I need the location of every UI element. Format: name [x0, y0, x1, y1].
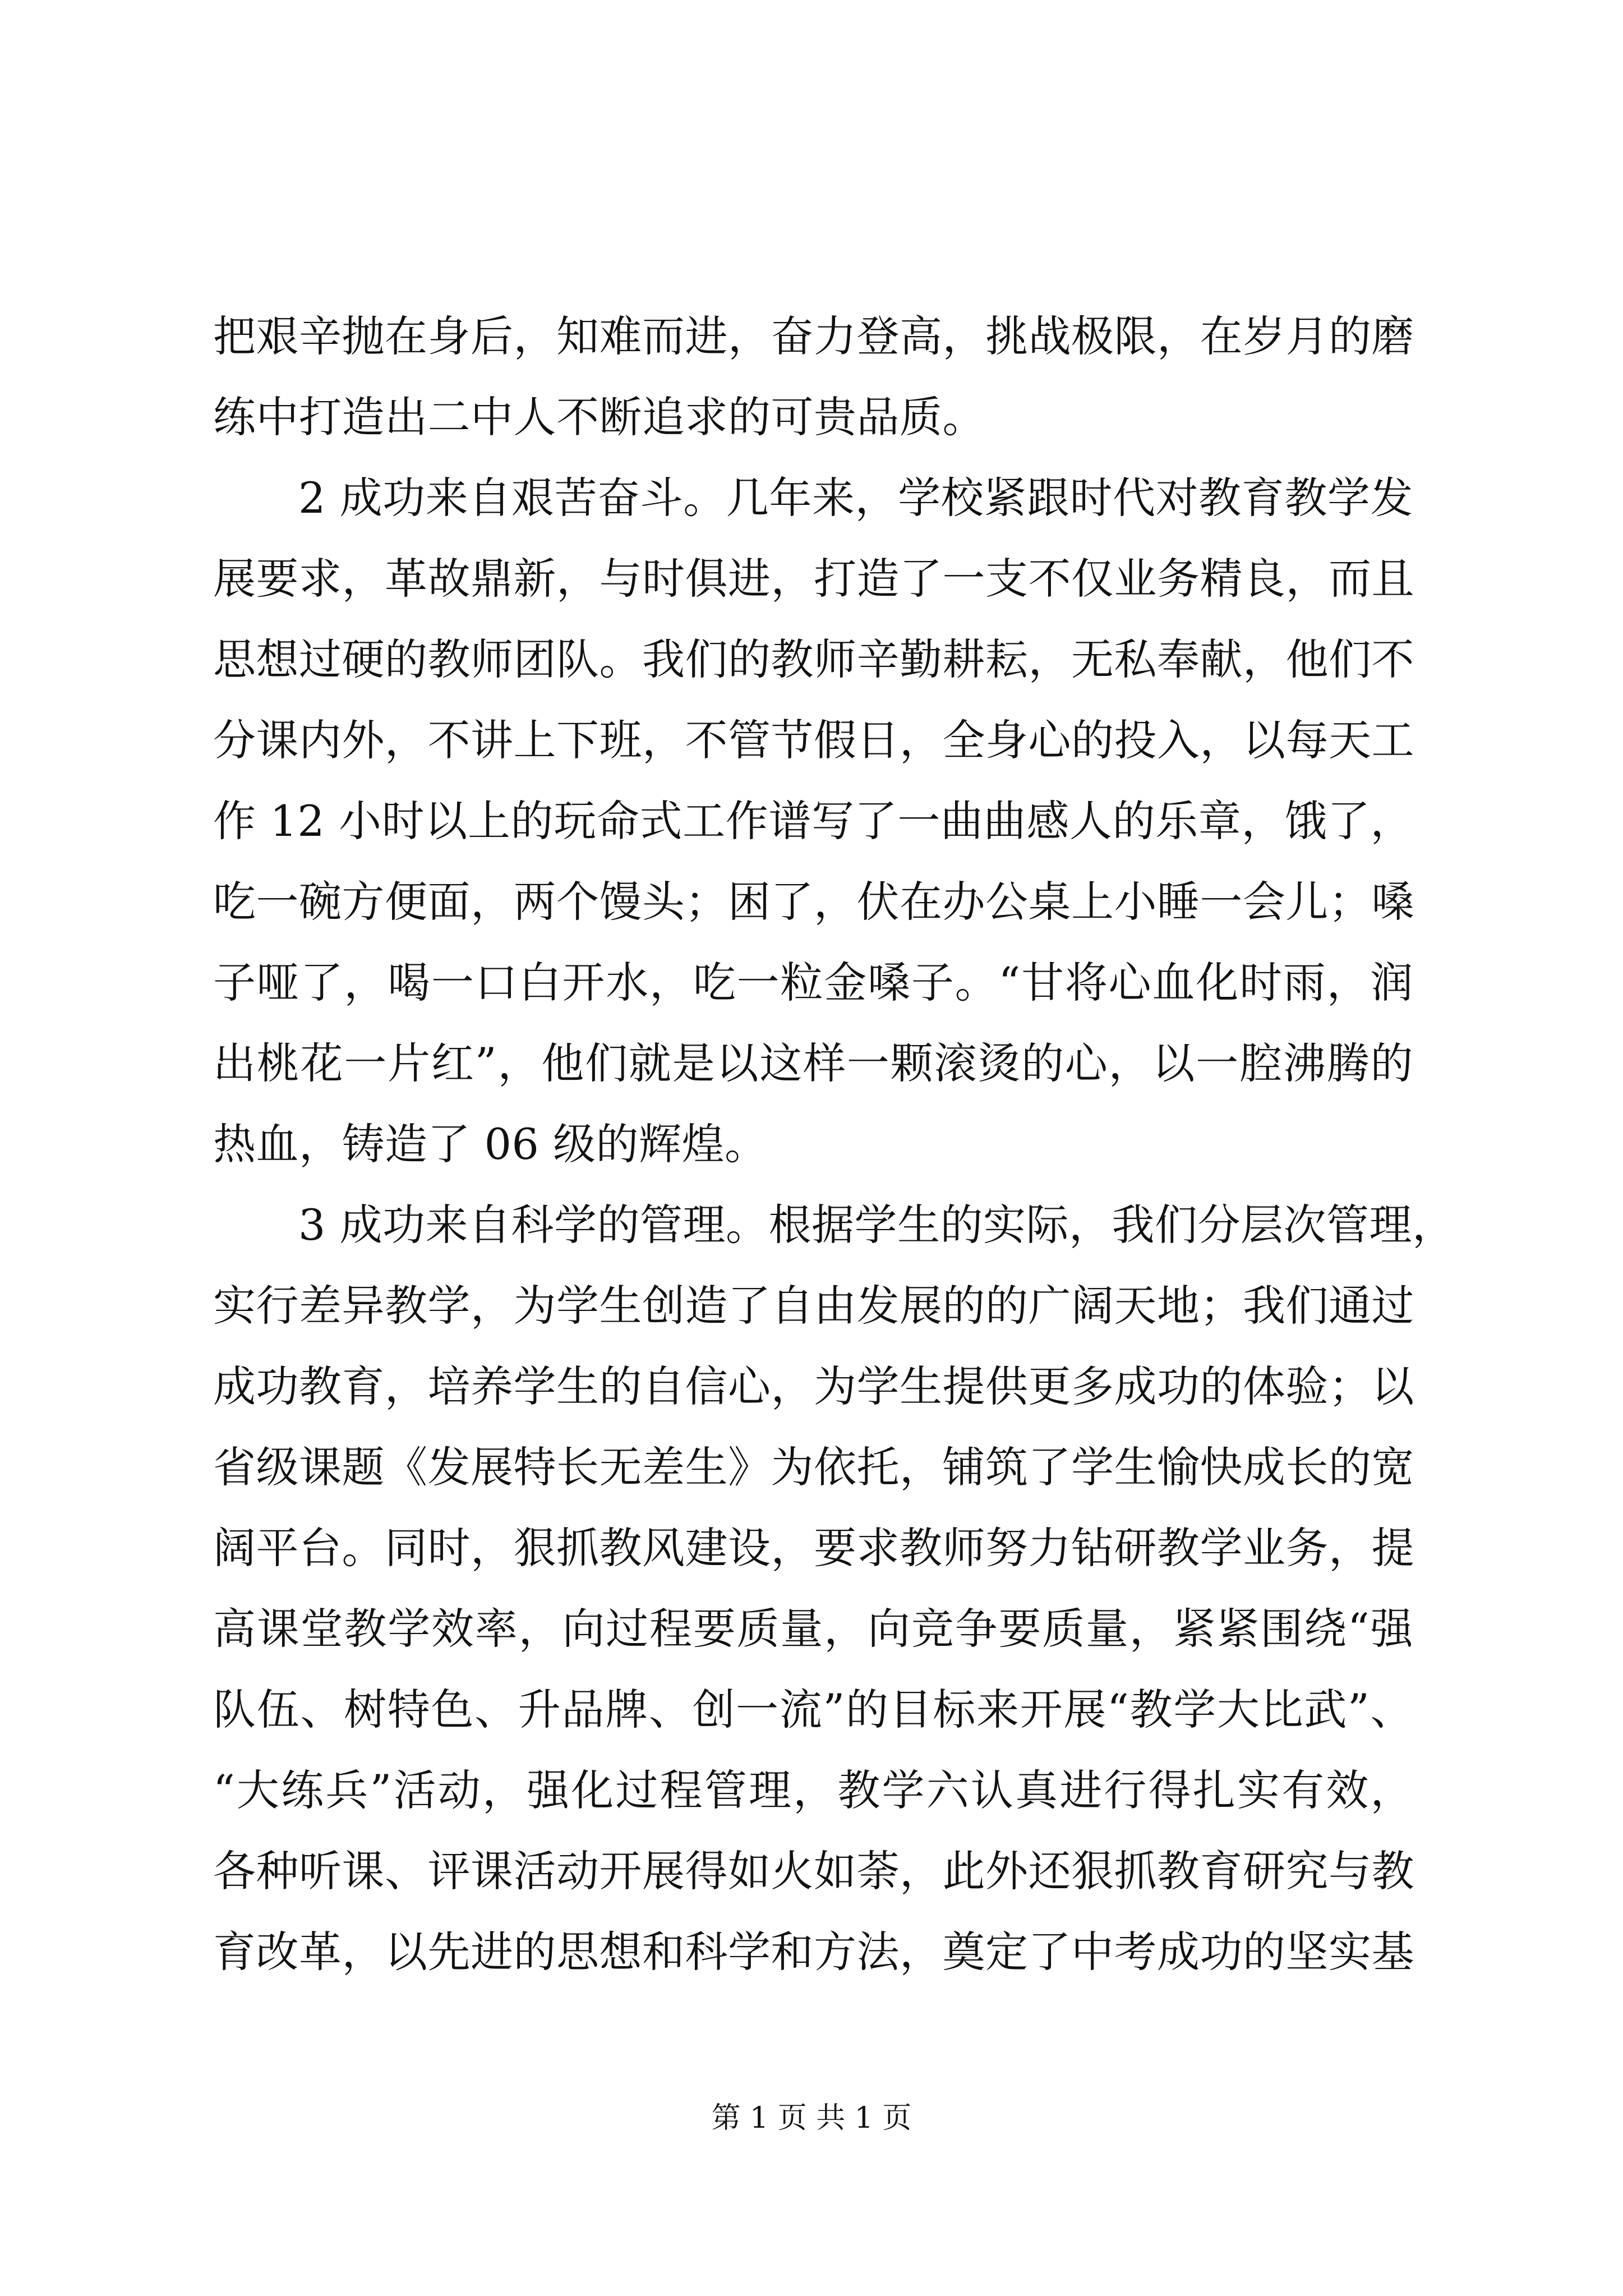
text-line: 练中打造出二中人不断追求的可贵品质。	[213, 392, 985, 442]
text-line: 阔平台。同时，狠抓教风建设，要求教师努力钻研教学业务，提	[213, 1523, 1414, 1573]
text-line: 成功教育，培养学生的自信心，为学生提供更多成功的体验；以	[213, 1361, 1414, 1411]
paragraph-start-line: 2 成功来自艰苦奋斗。几年来，学校紧跟时代对教育教学发	[298, 473, 1413, 523]
text-line: 高课堂教学效率，向过程要质量，向竞争要质量，紧紧围绕“强	[213, 1604, 1413, 1654]
text-line: 出桃花一片红”，他们就是以这样一颗滚烫的心，以一腔沸腾的	[213, 1038, 1413, 1088]
text-line: “大练兵”活动，强化过程管理，教学六认真进行得扎实有效，	[213, 1765, 1413, 1815]
text-line: 热血，铸造了 06 级的辉煌。	[213, 1119, 768, 1169]
body-text	[213, 296, 1455, 1993]
text-line: 育改革，以先进的思想和科学和方法，奠定了中考成功的坚实基	[213, 1927, 1414, 1977]
text-line: 省级课题《发展特长无差生》为依托，铺筑了学生愉快成长的宽	[213, 1442, 1414, 1492]
page-number-footer: 第 1 页 共 1 页	[711, 2101, 912, 2135]
text-line: 各种听课、评课活动开展得如火如荼，此外还狠抓教育研究与教	[213, 1846, 1414, 1896]
text-line: 吃一碗方便面，两个馒头；困了，伏在办公桌上小睡一会儿；嗓	[213, 877, 1414, 927]
text-line: 队伍、树特色、升品牌、创一流”的目标来开展“教学大比武”、	[213, 1685, 1413, 1734]
text-line: 子哑了，喝一口白开水，吃一粒金嗓子。“甘将心血化时雨，润	[213, 958, 1413, 1007]
text-line: 把艰辛抛在身后，知难而进，奋力登高，挑战极限，在岁月的磨	[213, 311, 1414, 361]
text-line: 展要求，革故鼎新，与时俱进，打造了一支不仅业务精良，而且	[213, 554, 1414, 604]
text-line: 思想过硬的教师团队。我们的教师辛勤耕耘，无私奉献，他们不	[213, 634, 1414, 684]
text-line: 实行差异教学，为学生创造了自由发展的的广阔天地；我们通过	[213, 1281, 1414, 1331]
paragraph-start-line: 3 成功来自科学的管理。根据学生的实际，我们分层次管理，	[298, 1200, 1455, 1250]
text-line: 分课内外，不讲上下班，不管节假日，全身心的投入，以每天工	[213, 715, 1414, 765]
text-line: 作 12 小时以上的玩命式工作谱写了一曲曲感人的乐章，饿了，	[213, 796, 1413, 846]
